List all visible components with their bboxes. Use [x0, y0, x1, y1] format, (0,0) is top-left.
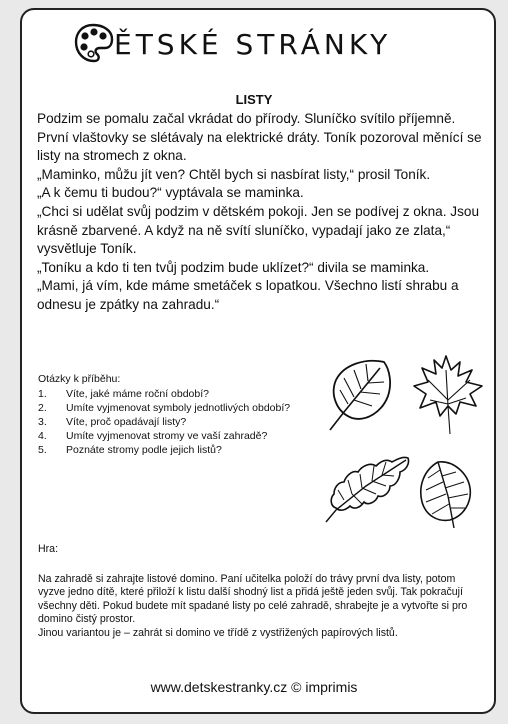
question-number: 4.: [38, 430, 47, 442]
beech-leaf-icon: [421, 462, 471, 521]
game-heading: Hra:: [38, 543, 59, 555]
story-paragraph: „A k čemu ti budou?“ vyptávala se maminka.: [37, 185, 304, 201]
site-logo: [74, 22, 454, 72]
questions-list: [38, 372, 338, 457]
question-text: Víte, proč opadávají listy?: [66, 416, 187, 428]
question-item: [38, 387, 338, 401]
question-number: 1.: [38, 388, 47, 400]
story-paragraph: „Mami, já vím, kde máme smetáček s lopatkou. Všechno listí shrabu a odnesu je zpátky na zahradu.“: [37, 278, 459, 312]
question-item: [38, 401, 338, 415]
question-item: [38, 415, 338, 429]
question-number: 5.: [38, 444, 47, 456]
linden-leaf-icon: [322, 354, 402, 434]
story-title: LISTY: [235, 92, 273, 107]
footer-credit: www.detskestranky.cz © imprimis: [150, 679, 358, 695]
game-section: [38, 543, 478, 641]
question-text: Poznáte stromy podle jejich listů?: [66, 444, 222, 456]
question-number: 3.: [38, 416, 47, 428]
question-text: Umíte vyjmenovat symboly jednotlivých období?: [66, 402, 291, 414]
story-text: [37, 110, 482, 315]
story-paragraph: „Maminko, můžu jít ven? Chtěl bych si nasbírat listy,“ prosil Toník.: [37, 166, 431, 182]
story-paragraph: „Toníku a kdo ti ten tvůj podzim bude uklízet?“ divila se maminka.: [37, 259, 430, 275]
question-text: Víte, jaké máme roční období?: [66, 388, 209, 400]
story-paragraph: „Chci si udělat svůj podzim v dětském pokoji. Jen se podívej z okna. Jsou krásně zbarvené. A když na ně svítí sluníčko, vypadají jako ze zlata,“ vysvětluje Toník.: [37, 203, 480, 257]
game-variant: Jinou variantou je – zahrát si domino ve třídě z vystřižených papírových listů.: [38, 626, 398, 639]
questions-heading: Otázky k příběhu:: [38, 373, 121, 385]
question-text: Umíte vyjmenovat stromy ve vaší zahradě?: [66, 430, 268, 442]
palette-icon: [74, 22, 114, 64]
story-paragraph: Podzim se pomalu začal vkrádat do přírody. Sluníčko svítilo příjemně. První vlaštovky se slétávaly na elektrické dráty. Toník pozoroval měnící se listy na stromech z okna.: [37, 111, 482, 164]
question-item: [38, 429, 338, 443]
brand-name: ĚTSKÉ STRÁNKY: [114, 28, 392, 61]
question-number: 2.: [38, 402, 47, 414]
question-item: [38, 443, 338, 457]
game-instructions: Na zahradě si zahrajte listové domino. Paní učitelka položí do trávy první dva listy, potom vyzve jedno dítě, které přiloží k listu další shodný list a přidá ještě jeden svůj. Tak pokračují všechny děti. Pokud budete mít spadané listy po celé zahradě, shrabejte je a vytvořte si pro domino čistý prostor.: [38, 572, 468, 626]
